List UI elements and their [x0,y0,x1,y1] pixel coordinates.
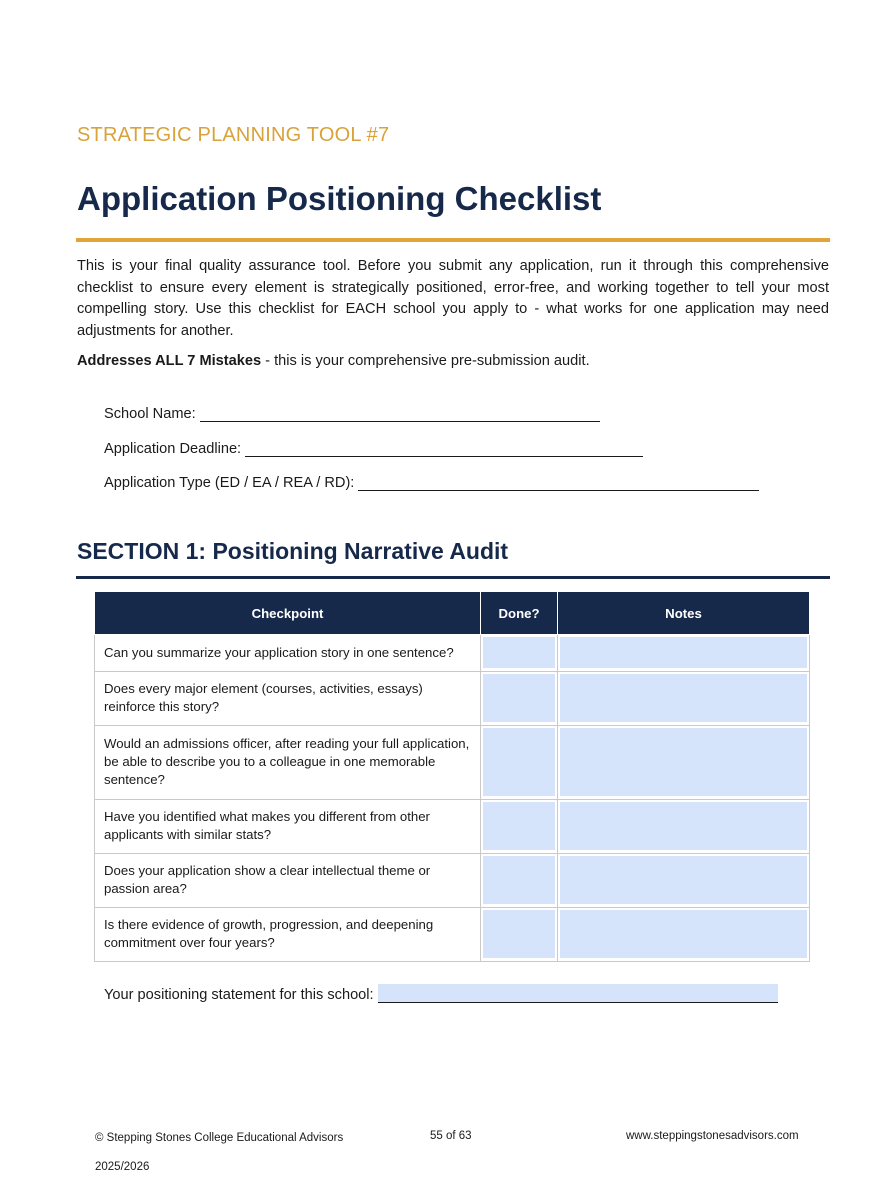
notes-cell[interactable] [558,672,810,726]
intro-paragraph: This is your final quality assurance tool. Before you submit any application, run it through this comprehensive checklist to ensure every element is strategically positioned, error-free, and working together to tell your most compelling story. Use this checklist for EACH school you apply to - what works for one application may need adjustments for another. [77,258,829,339]
school-name-field [104,405,600,422]
checkpoint-question: Would an admissions officer, after reading your full application, be able to describe you to a colleague in one memorable sentence? [95,726,481,800]
done-cell[interactable] [481,635,558,672]
notes-cell[interactable] [558,635,810,672]
done-cell[interactable] [481,854,558,908]
notes-cell[interactable] [558,854,810,908]
school-name-input-line[interactable] [200,405,600,422]
checkpoint-question: Does every major element (courses, activities, essays) reinforce this story? [95,672,481,726]
table-row [95,800,810,854]
done-cell[interactable] [481,672,558,726]
positioning-statement-label: Your positioning statement for this school: [104,987,374,1003]
table-header-row [95,592,810,635]
done-cell[interactable] [481,800,558,854]
table-row [95,908,810,962]
addresses-line [77,353,590,369]
positioning-statement-field [104,984,778,1003]
table-row [95,854,810,908]
footer-page-number: 55 of 63 [430,1130,472,1142]
addresses-text: - this is your comprehensive pre-submission audit. [261,353,590,369]
deadline-label: Application Deadline: [104,441,242,457]
notes-cell[interactable] [558,800,810,854]
footer-copyright: © Stepping Stones College Educational Advisors [95,1132,344,1144]
addresses-bold: Addresses ALL 7 Mistakes [77,353,262,369]
title-divider [76,238,830,242]
deadline-input-line[interactable] [245,440,643,457]
table-row [95,672,810,726]
positioning-statement-input[interactable] [378,984,778,1003]
section-1-title: SECTION 1: Positioning Narrative Audit [77,538,509,564]
notes-cell[interactable] [558,908,810,962]
table-row [95,726,810,800]
done-cell[interactable] [481,908,558,962]
application-type-field [104,474,759,491]
application-type-input-line[interactable] [358,474,759,491]
done-cell[interactable] [481,726,558,800]
footer-website: www.steppingstonesadvisors.com [626,1130,799,1142]
application-type-label: Application Type (ED / EA / REA / RD): [104,475,355,491]
table-row [95,635,810,672]
checkpoint-question: Have you identified what makes you different from other applicants with similar stats? [95,800,481,854]
checkpoint-question: Is there evidence of growth, progression, and deepening commitment over four years? [95,908,481,962]
audit-table [94,591,810,962]
page-title: Application Positioning Checklist [77,180,602,217]
column-header-checkpoint: Checkpoint [95,592,481,635]
column-header-notes: Notes [558,592,810,635]
notes-cell[interactable] [558,726,810,800]
checkpoint-question: Can you summarize your application story in one sentence? [95,635,481,672]
checkpoint-question: Does your application show a clear intellectual theme or passion area? [95,854,481,908]
section-divider [76,576,830,579]
column-header-done: Done? [481,592,558,635]
school-name-label: School Name: [104,406,196,422]
footer-year: 2025/2026 [95,1161,150,1173]
deadline-field [104,440,643,457]
tool-eyebrow: STRATEGIC PLANNING TOOL #7 [77,124,390,146]
